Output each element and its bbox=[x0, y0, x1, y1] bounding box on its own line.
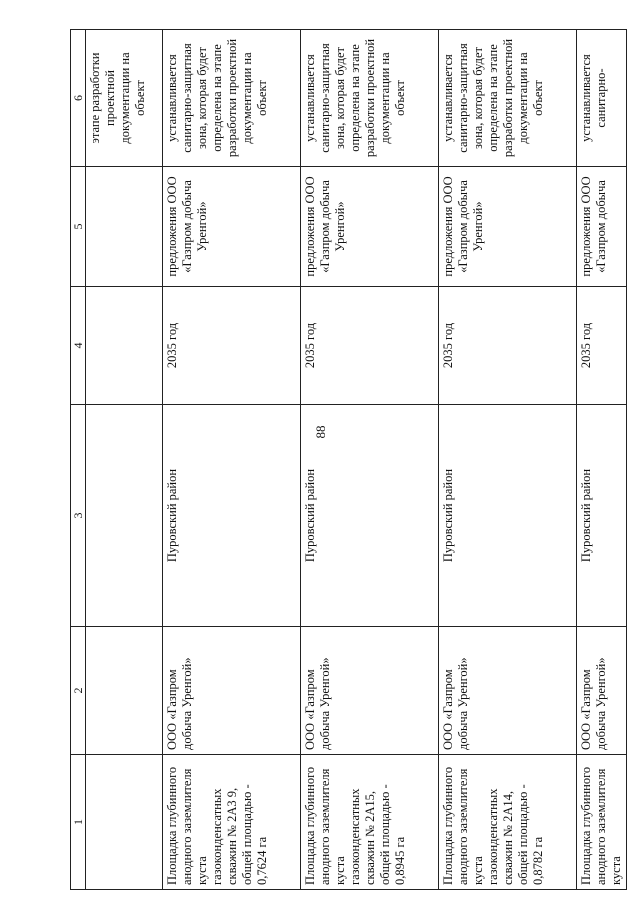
header-col-3: 3 bbox=[71, 405, 86, 627]
cell-owner: ООО «Газпром добыча Уренгой» bbox=[301, 627, 439, 755]
table-row-continuation bbox=[86, 30, 163, 890]
cell-zone-continuation: этапе разработки проектной документации на объект bbox=[86, 30, 163, 167]
cell-year: 2035 год bbox=[577, 287, 627, 405]
table-row-partial bbox=[577, 30, 627, 890]
cell-empty bbox=[86, 405, 163, 627]
header-col-1: 1 bbox=[71, 755, 86, 890]
rotated-table-wrapper bbox=[70, 30, 625, 890]
cell-empty bbox=[86, 167, 163, 287]
table-row bbox=[301, 30, 439, 890]
cell-empty bbox=[86, 627, 163, 755]
cell-object: Площадка глубинного анодного заземлителя куста bbox=[577, 755, 627, 890]
cell-district: Пуровский район bbox=[301, 405, 439, 627]
cell-owner: ООО «Газпром добыча Уренгой» bbox=[577, 627, 627, 755]
cell-district: Пуровский район bbox=[163, 405, 301, 627]
header-col-6: 6 bbox=[71, 30, 86, 167]
cell-basis: предложения ООО «Газпром добыча Уренгой» bbox=[439, 167, 577, 287]
cell-year: 2035 год bbox=[163, 287, 301, 405]
header-col-4: 4 bbox=[71, 287, 86, 405]
cell-zone: устанавливается санитарно- bbox=[577, 30, 627, 167]
page-number: 88 bbox=[313, 425, 328, 439]
cell-zone: устанавливается санитарно-защитная зона, которая будет определена на этапе разработки проектной документации на объект bbox=[163, 30, 301, 167]
cell-owner: ООО «Газпром добыча Уренгой» bbox=[163, 627, 301, 755]
header-col-2: 2 bbox=[71, 627, 86, 755]
cell-object: Площадка глубинного анодного заземлителя куста газоконденсатных скважин № 2А15, общей площадью - 0,8945 га bbox=[301, 755, 439, 890]
cell-basis: предложения ООО «Газпром добыча Уренгой» bbox=[301, 167, 439, 287]
table-row bbox=[439, 30, 577, 890]
cell-district: Пуровский район bbox=[577, 405, 627, 627]
cell-district: Пуровский район bbox=[439, 405, 577, 627]
cell-zone: устанавливается санитарно-защитная зона, которая будет определена на этапе разработки проектной документации на объект bbox=[439, 30, 577, 167]
table-header-row bbox=[71, 30, 86, 890]
cell-object: Площадка глубинного анодного заземлителя куста газоконденсатных скважин № 2А3 9, общей площадью - 0,7624 га bbox=[163, 755, 301, 890]
cell-object: Площадка глубинного анодного заземлителя куста газоконденсатных скважин № 2А14, общей площадью - 0,8782 га bbox=[439, 755, 577, 890]
cell-basis: предложения ООО «Газпром добыча bbox=[577, 167, 627, 287]
table-row bbox=[163, 30, 301, 890]
header-col-5: 5 bbox=[71, 167, 86, 287]
objects-table bbox=[70, 29, 627, 890]
cell-owner: ООО «Газпром добыча Уренгой» bbox=[439, 627, 577, 755]
cell-empty bbox=[86, 287, 163, 405]
cell-year: 2035 год bbox=[439, 287, 577, 405]
cell-basis: предложения ООО «Газпром добыча Уренгой» bbox=[163, 167, 301, 287]
cell-empty bbox=[86, 755, 163, 890]
cell-year: 2035 год bbox=[301, 287, 439, 405]
cell-zone: устанавливается санитарно-защитная зона, которая будет определена на этапе разработки проектной документации на объект bbox=[301, 30, 439, 167]
